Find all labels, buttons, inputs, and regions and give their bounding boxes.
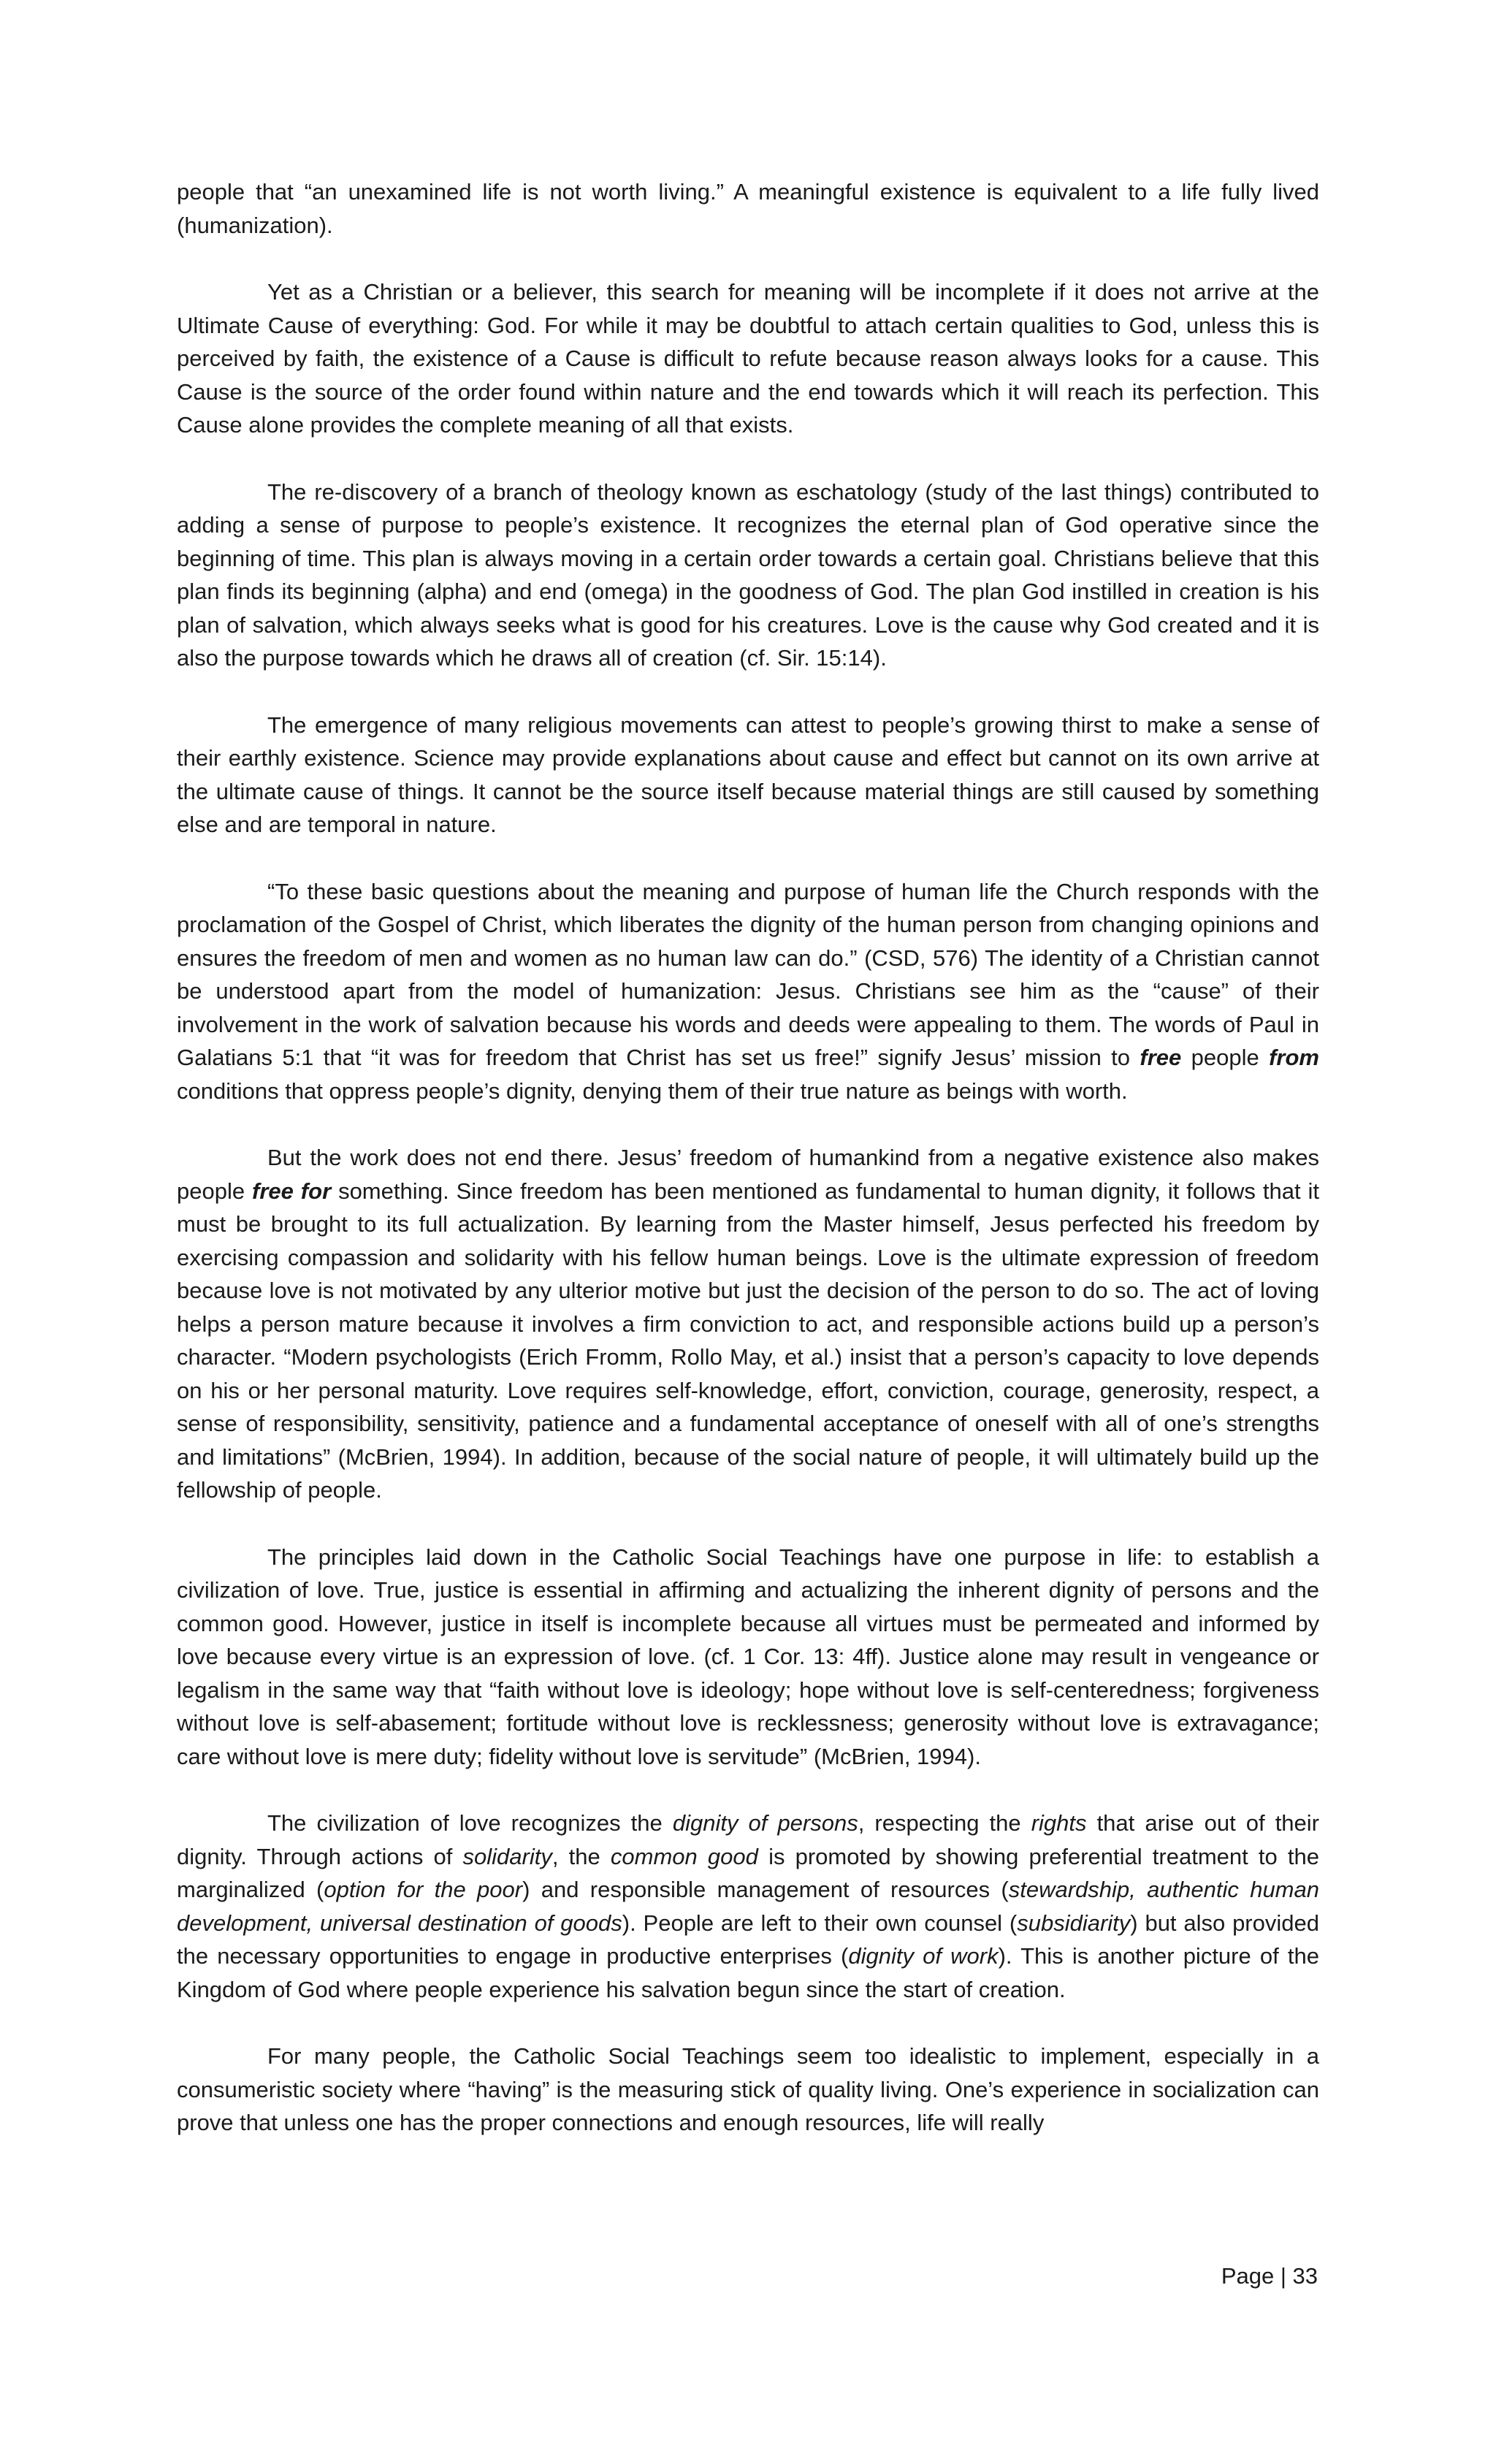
paragraph-text: , the	[552, 1843, 611, 1869]
paragraph-text: ) but also provided the necessary opportunities to engage in productive enterprises (	[177, 1910, 1319, 1969]
page-body	[177, 175, 1319, 2140]
body-paragraph	[177, 709, 1319, 842]
body-paragraph	[177, 2040, 1319, 2140]
paragraph-text: conditions that oppress people’s dignity, denying them of their true nature as beings with worth.	[177, 1077, 1128, 1104]
body-paragraph	[177, 875, 1319, 1108]
paragraph-container	[177, 175, 1319, 2140]
body-paragraph	[177, 175, 1319, 242]
page-number: Page | 33	[1221, 2263, 1318, 2289]
paragraph-text: The civilization of love recognizes the	[267, 1810, 673, 1836]
body-paragraph	[177, 1541, 1319, 1774]
body-paragraph	[177, 1141, 1319, 1507]
paragraph-text: ) and responsible management of resources (	[522, 1877, 1009, 1902]
paragraph-text: For many people, the Catholic Social Teachings seem too idealistic to implement, especially in a consumeristic society where “having” is the measuring stick of quality living. One’s experience in socialization can prove that unless one has the proper connections and enough resources, life will really	[177, 2043, 1319, 2135]
body-paragraph	[177, 275, 1319, 442]
paragraph-text: something. Since freedom has been mentioned as fundamental to human dignity, it follows that it must be brought to its full actualization. By learning from the Master himself, Jesus perfected his freedom by exercising compassion and solidarity with his fellow human beings. Love is the ultimate expression of freedom because love is not motivated by any ulterior motive but just the decision of the person to do so. The act of loving helps a person mature because it involves a firm conviction to act, and responsible actions build up a person’s character. “Modern psychologists (Erich Fromm, Rollo May, et al.) insist that a person’s capacity to love depends on his or her personal maturity. Love requires self-knowledge, effort, conviction, courage, generosity, respect, a sense of responsibility, sensitivity, patience and a fundamental acceptance of oneself with all of one’s strengths and limitations” (McBrien, 1994). In addition, because of the social nature of people, it will ultimately build up the fellowship of people.	[177, 1178, 1319, 1503]
emphasized-text: subsidiarity	[1017, 1910, 1131, 1936]
emphasized-text: stewardship, authentic human development, universal destination of goods	[177, 1877, 1319, 1936]
paragraph-text: people	[1181, 1045, 1270, 1070]
emphasized-text: common good	[610, 1843, 758, 1869]
body-paragraph	[177, 476, 1319, 675]
paragraph-text: The emergence of many religious movements can attest to people’s growing thirst to make a sense of their earthly existence. Science may provide explanations about cause and effect but cannot on its own arrive at the ultimate cause of things. It cannot be the source itself because material things are still caused by something else and are temporal in nature.	[177, 712, 1319, 837]
paragraph-text: that arise out of their dignity. Through actions of	[177, 1810, 1319, 1869]
paragraph-text: Yet as a Christian or a believer, this search for meaning will be incomplete if it does not arrive at the Ultimate Cause of everything: God. For while it may be doubtful to attach certain qualities to God, unless this is perceived by faith, the existence of a Cause is difficult to refute because reason always looks for a cause. This Cause is the source of the order found within nature and the end towards which it will reach its perfection. This Cause alone provides the complete meaning of all that exists.	[177, 279, 1319, 438]
emphasized-text: dignity of persons	[672, 1810, 858, 1836]
emphasized-text: dignity of work	[848, 1943, 999, 1969]
paragraph-text: is promoted by showing preferential treatment to the marginalized (	[177, 1843, 1319, 1902]
paragraph-text: The principles laid down in the Catholic Social Teachings have one purpose in life: to establish a civilization of love. True, justice is essential in affirming and actualizing the inherent dignity of persons and the common good. However, justice in itself is incomplete because all virtues must be permeated and informed by love because every virtue is an expression of love. (cf. 1 Cor. 13: 4ff). Justice alone may result in vengeance or legalism in the same way that “faith without love is ideology; hope without love is self-centeredness; forgiveness without love is self-abasement; fortitude without love is recklessness; generosity without love is extravagance; care without love is mere duty; fidelity without love is servitude” (McBrien, 1994).	[177, 1544, 1319, 1769]
paragraph-text: “To these basic questions about the meaning and purpose of human life the Church responds with the proclamation of the Gospel of Christ, which liberates the dignity of the human person from changing opinions and ensures the freedom of men and women as no human law can do.” (CSD, 576) The identity of a Christian cannot be understood apart from the model of humanization: Jesus. Christians see him as the “cause” of their involvement in the work of salvation because his words and deeds were appealing to them. The words of Paul in Galatians 5:1 that “it was for freedom that Christ has set us free!” signify Jesus’ mission to	[177, 878, 1319, 1070]
emphasized-text: solidarity	[462, 1843, 552, 1869]
body-paragraph	[177, 1807, 1319, 2006]
emphasized-text: from	[1269, 1045, 1319, 1070]
paragraph-text: The re-discovery of a branch of theology known as eschatology (study of the last things) contributed to adding a sense of purpose to people’s existence. It recognizes the eternal plan of God operative since the beginning of time. This plan is always moving in a certain order towards a certain goal. Christians believe that this plan finds its beginning (alpha) and end (omega) in the goodness of God. The plan God instilled in creation is his plan of salvation, which always seeks what is good for his creatures. Love is the cause why God created and it is also the purpose towards which he draws all of creation (cf. Sir. 15:14).	[177, 478, 1319, 671]
paragraph-text: ). People are left to their own counsel (	[622, 1910, 1018, 1936]
emphasized-text: option for the poor	[324, 1877, 523, 1902]
emphasized-text: free	[1140, 1045, 1182, 1070]
paragraph-text: people that “an unexamined life is not worth living.” A meaningful existence is equivalent to a life fully lived (humanization).	[177, 179, 1319, 238]
emphasized-text: free for	[252, 1178, 332, 1204]
emphasized-text: rights	[1031, 1810, 1087, 1836]
paragraph-text: But the work does not end there. Jesus’ freedom of humankind from a negative existence also makes people	[177, 1145, 1319, 1204]
paragraph-text: , respecting the	[858, 1810, 1031, 1836]
paragraph-text: ). This is another picture of the Kingdom of God where people experience his salvation begun since the start of creation.	[177, 1943, 1320, 2002]
